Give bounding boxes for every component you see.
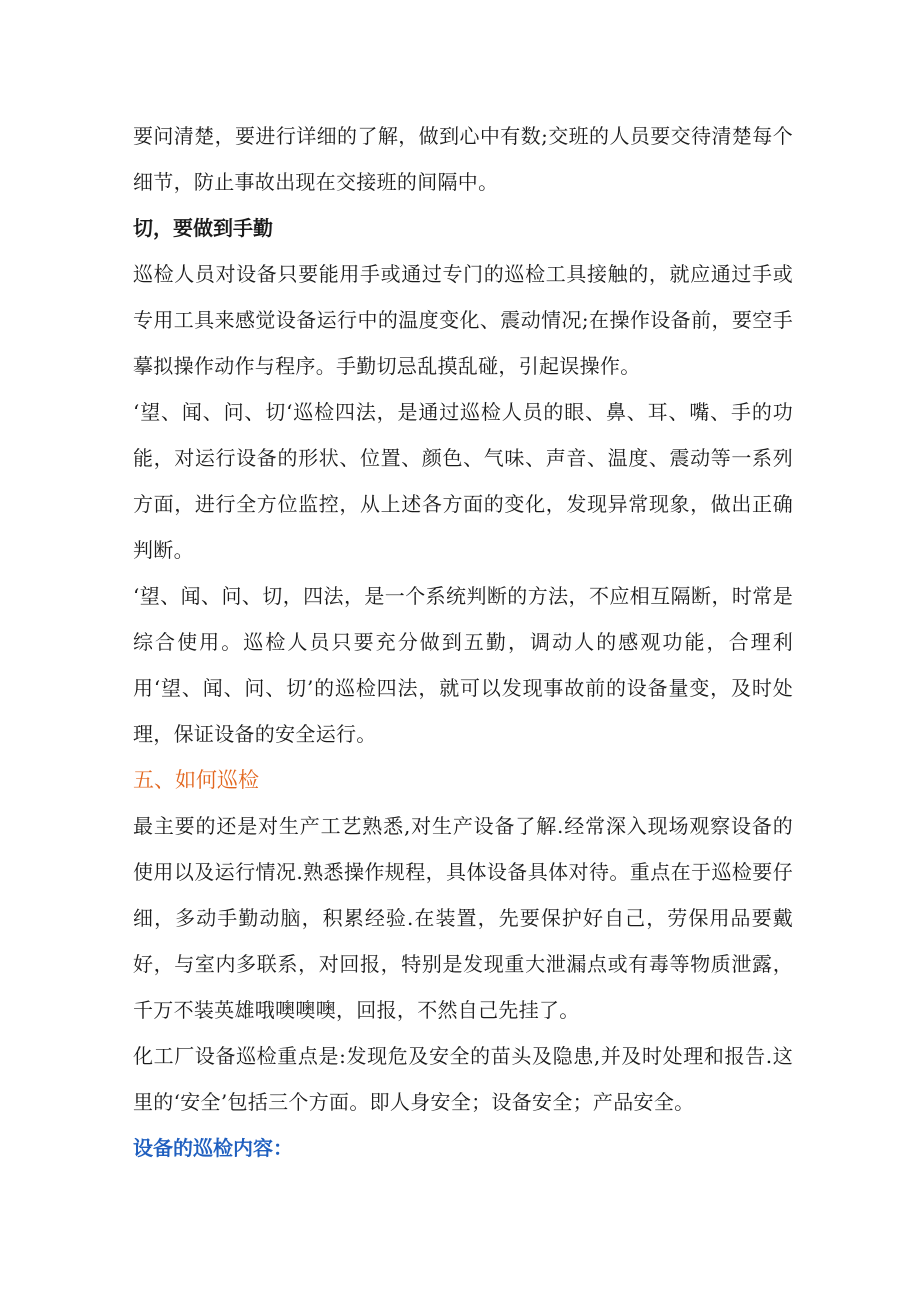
document-body	[133, 113, 793, 1171]
heading-inspection-content: 设备的巡检内容：	[133, 1136, 293, 1160]
paragraph-system-judgement: ‘望、闻、问、切，四法，是一个系统判断的方法，不应相互隔断，时常是综合使用。巡检人员只要充分做到五勤，调动人的感观功能，合理利用‘望、闻、问、切’的巡检四法，就可以发现事故前的设备量变，及时处理，保证设备的安全运行。	[133, 584, 793, 746]
paragraph-main-points: 最主要的还是对生产工艺熟悉,对生产设备了解.经常深入现场观察设备的使用以及运行情况.熟悉操作规程，具体设备具体对待。重点在于巡检要仔细，多动手勤动脑，积累经验.在装置，先要保护好自己，劳保用品要戴好，与室内多联系，对回报，特别是发现重大泄漏点或有毒等物质泄露，千万不装英雄哦噢噢噢，回报，不然自己先挂了。	[133, 814, 793, 1022]
heading-how-to-inspect: 五、如何巡检	[133, 768, 259, 792]
paragraph-four-methods: ‘望、闻、问、切‘巡检四法，是通过巡检人员的眼、鼻、耳、嘴、手的功能，对运行设备的形状、位置、颜色、气味、声音、温度、震动等一系列方面，进行全方位监控，从上述各方面的变化，发现异常现象，做出正确判断。	[133, 400, 793, 562]
paragraph-touch-inspection: 巡检人员对设备只要能用手或通过专门的巡检工具接触的，就应通过手或专用工具来感觉设备运行中的温度变化、震动情况;在操作设备前，要空手摹拟操作动作与程序。手勤切忌乱摸乱碰，引起误操作。	[133, 262, 793, 378]
paragraph-safety-focus: 化工厂设备巡检重点是:发现危及安全的苗头及隐患,并及时处理和报告.这里的‘安全’包括三个方面。即人身安全；设备安全；产品安全。	[133, 1044, 793, 1114]
paragraph-handover: 要问清楚，要进行详细的了解，做到心中有数;交班的人员要交待清楚每个细节，防止事故出现在交接班的间隔中。	[133, 124, 793, 194]
heading-touch: 切，要做到手勤	[133, 216, 273, 240]
